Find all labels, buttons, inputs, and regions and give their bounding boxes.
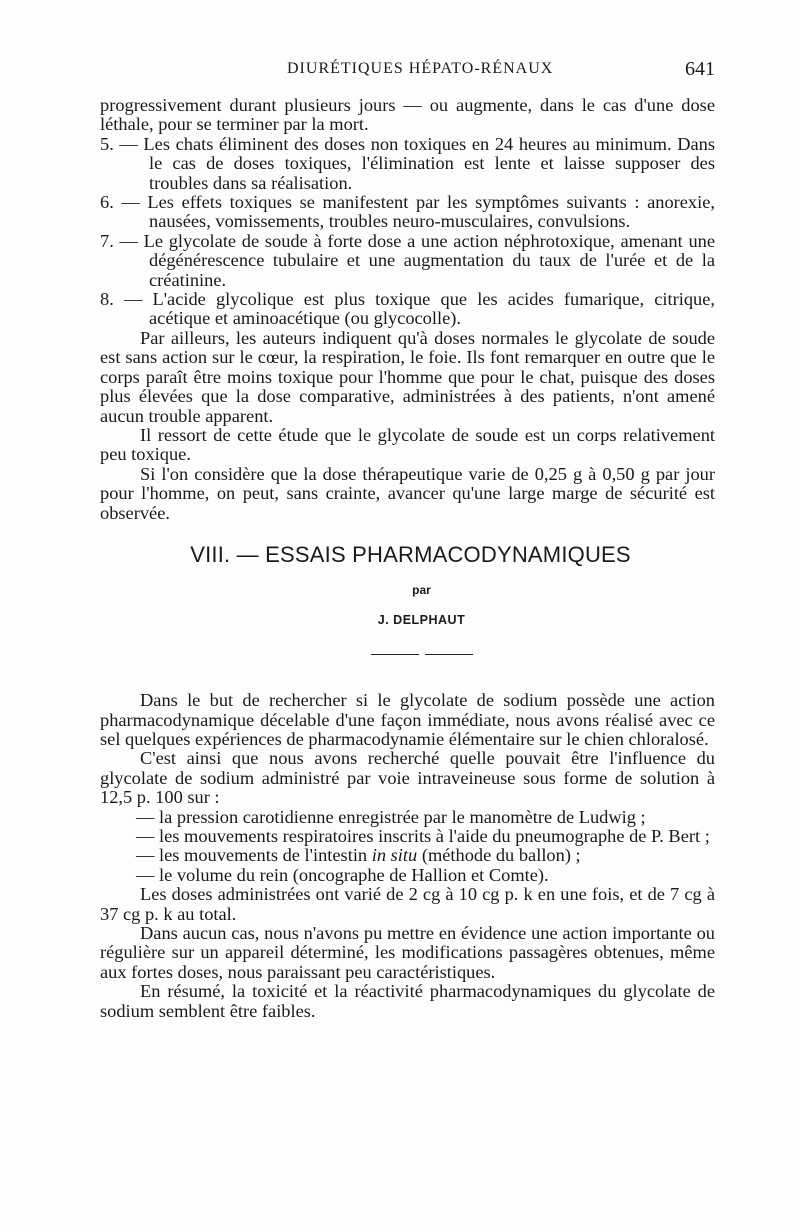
dash-item: — la pression carotidienne enregistrée par le manomètre de Ludwig ; xyxy=(136,806,646,827)
section-title: VIII. — ESSAIS PHARMACODYNAMIQUES xyxy=(190,541,631,567)
byline-par: par xyxy=(412,583,431,598)
author-name: J. DELPHAUT xyxy=(377,612,466,627)
separator-rule xyxy=(128,654,715,655)
running-title: DIURÉTIQUES HÉPATO-RÉNAUX xyxy=(287,60,554,77)
list-item-6: 6. — Les effets toxiques se manifestent par les symptômes suivants : anorexie, nausées, vomissements, troubles neuro-musculaires, convulsions. xyxy=(100,192,715,232)
paragraph: Les doses administrées ont varié de 2 cg à 10 cg p. k en une fois, et de 7 cg à 37 cg p. k au total. xyxy=(100,884,715,924)
italic-term: in situ xyxy=(371,845,418,866)
body-text xyxy=(100,96,715,1021)
paragraph: En résumé, la toxicité et la réactivité pharmacodynamiques du glycolate de sodium semblent être faibles. xyxy=(100,981,715,1021)
continued-paragraph: progressivement durant plusieurs jours — ou augmente, dans le cas d'une dose léthale, pour se terminer par la mort. xyxy=(100,95,715,135)
list-item-7: 7. — Le glycolate de soude à forte dose a une action néphrotoxique, amenant une dégénérescence tubulaire et une augmentation du taux de l'urée et de la créatinine. xyxy=(100,230,715,290)
section-body xyxy=(100,691,715,1021)
list-item-8: 8. — L'acide glycolique est plus toxique que les acides fumarique, citrique, acétique et aminoacétique (ou glycocolle). xyxy=(100,289,715,329)
dash-item: — les mouvements respiratoires inscrits à l'aide du pneumographe de P. Bert ; xyxy=(136,826,710,846)
paragraph: Dans aucun cas, nous n'avons pu mettre en évidence une action importante ou régulière sur un appareil déterminé, les modifications passagères obtenues, même aux fortes doses, nous paraissant peu caractéristiques. xyxy=(100,923,715,982)
dash-item: — le volume du rein (oncographe de Hallion et Comte). xyxy=(136,864,549,885)
list-item-5: 5. — Les chats éliminent des doses non toxiques en 24 heures au minimum. Dans le cas de doses toxiques, l'élimination est lente et laisse supposer des troubles dans sa réalisation. xyxy=(100,133,715,193)
paragraph: C'est ainsi que nous avons recherché quelle pouvait être l'influence du glycolate de sodium administré par voie intraveineuse sous forme de solution à 12,5 p. 100 sur : xyxy=(100,748,715,808)
dash-item: — les mouvements de l'intestin in situ (méthode du ballon) ; xyxy=(136,845,581,866)
paragraph: Dans le but de rechercher si le glycolate de sodium possède une action pharmacodynamique décelable d'une façon immédiate, nous avons réalisé avec ce sel quelques expériences de pharmacodynamie élémentaire sur le chien chloralosé. xyxy=(100,690,715,749)
paragraph: Par ailleurs, les auteurs indiquent qu'à doses normales le glycolate de soude est sans action sur le cœur, la respiration, le foie. Ils font remarquer en outre que le corps paraît être moins toxique pour l'homme que pour le chat, puisque des doses plus élevées que la dose comparative, administrées à des patients, n'ont amené aucun trouble apparent. xyxy=(100,327,715,426)
page-number: 641 xyxy=(685,58,715,80)
paragraph: Il ressort de cette étude que le glycolate de soude est un corps relativement peu toxique. xyxy=(100,424,715,465)
paragraph: Si l'on considère que la dose thérapeutique varie de 0,25 g à 0,50 g par jour pour l'homme, on peut, sans crainte, avancer qu'une large marge de sécurité est observée. xyxy=(100,463,715,523)
